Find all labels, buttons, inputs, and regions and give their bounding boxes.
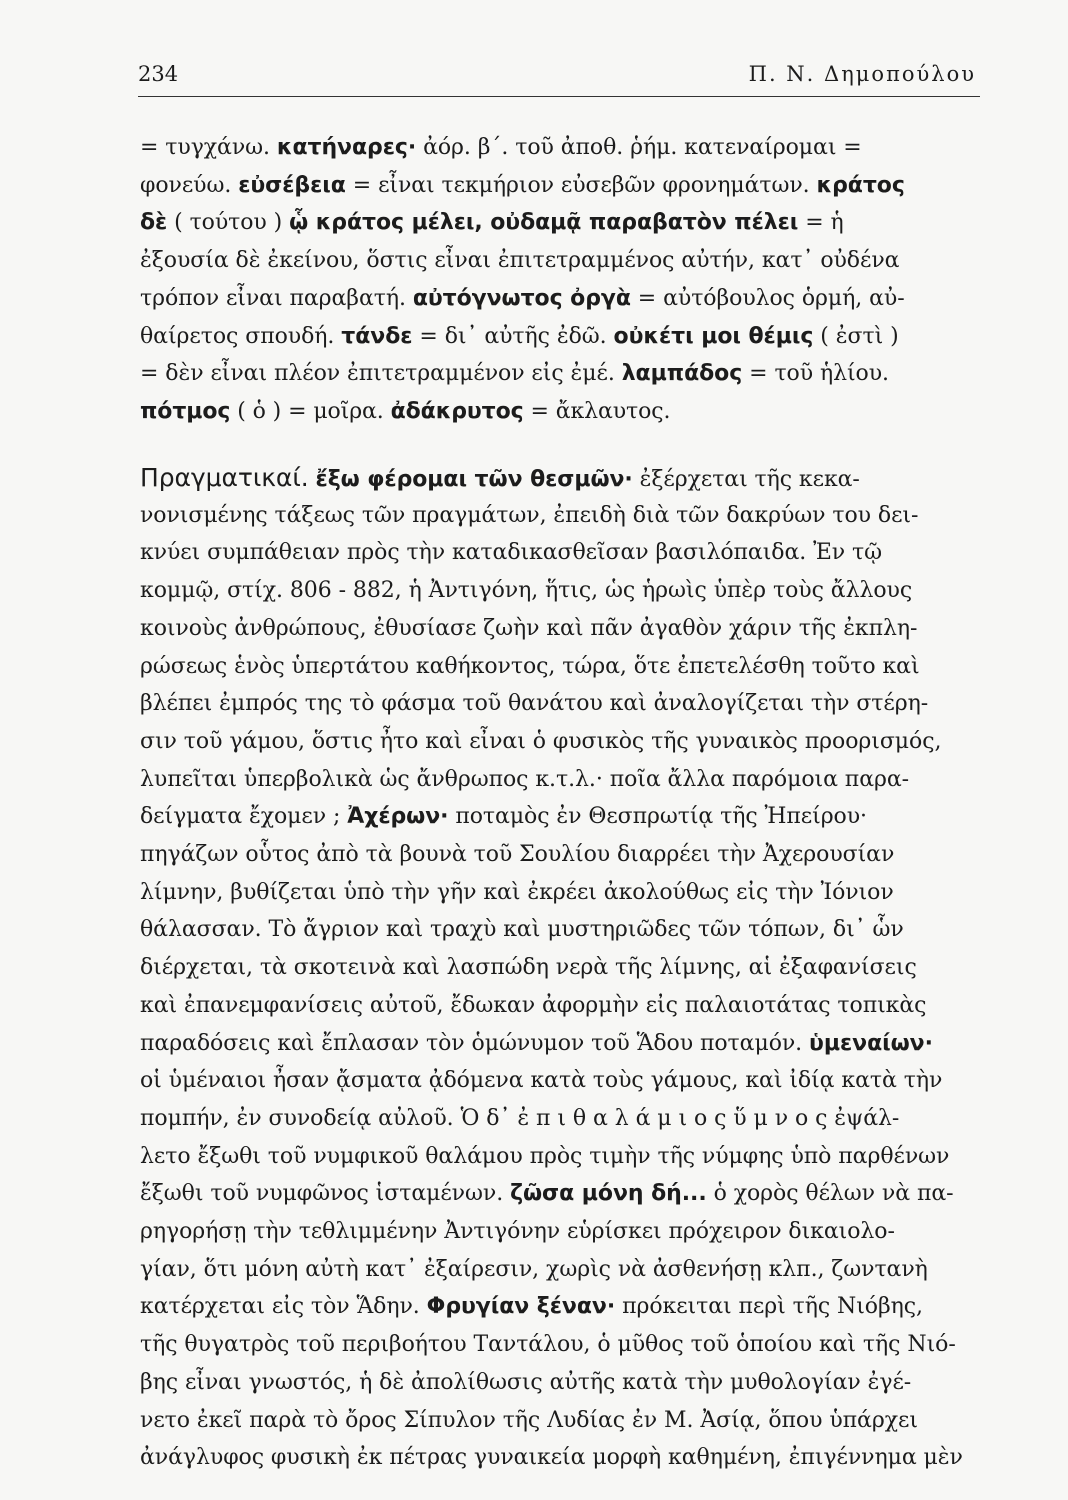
text-line (140, 948, 980, 988)
page-number: 234 (138, 62, 179, 86)
lemma: τάνδε (341, 323, 413, 349)
lemma: λαμπάδος (621, 361, 743, 387)
text-line (140, 1287, 980, 1327)
lemma: εὐσέβεια (238, 172, 346, 198)
lemma: Φρυγίαν ξέναν· (426, 1294, 616, 1320)
text-span: = δι᾽ αὐτῆς ἐδῶ. (412, 323, 614, 349)
text-line (140, 760, 980, 800)
text-line (140, 835, 980, 875)
text-line (140, 1438, 980, 1478)
text-line (140, 241, 980, 281)
text-line (140, 1401, 980, 1441)
text-line (140, 873, 980, 913)
text-line (140, 722, 980, 762)
text-span: ὁ χορὸς θέλων νὰ πα- (706, 1181, 954, 1207)
text-line (140, 203, 980, 243)
lemma: κατήναρες· (276, 135, 417, 160)
lemma: ζῶσα μόνη δή... (510, 1181, 707, 1207)
text-line (140, 166, 980, 206)
text-span (309, 467, 316, 492)
text-span: = εἶναι τεκμήριον εὐσεβῶν φρονημάτων. (345, 172, 817, 198)
text-span: γίαν, ὅτι μόνη αὐτὴ κατ᾽ ἐξαίρεσιν, χωρὶς νὰ ἀσθενήσῃ κλπ., ζωντανὴ (140, 1256, 928, 1282)
text-line (140, 1137, 980, 1177)
text-span: = ἄκλαυτος. (523, 398, 671, 424)
text-line (140, 392, 980, 432)
running-head: Π. Ν. Δημοπούλου (748, 62, 976, 86)
page-header (138, 56, 980, 97)
lemma: ὑμεναίων· (809, 1030, 933, 1056)
lemma: κράτος (816, 172, 905, 198)
text-span: πηγάζων οὗτος ἀπὸ τὰ βουνὰ τοῦ Σουλίου διαρρέει τὴν Ἀχερουσίαν (140, 842, 895, 867)
text-span: κατέρχεται εἰς τὸν Ἅδην. (140, 1294, 427, 1320)
text-line (140, 684, 980, 724)
text-span: = ἡ (798, 210, 844, 236)
text-span: κομμῷ, στίχ. 806 - 882, ἡ Ἀντιγόνη, ἥτις, ὡς ἡρωὶς ὑπὲρ τοὺς ἄλλους (140, 578, 913, 604)
text-span: θάλασσαν. Τὸ ἄγριον καὶ τραχὺ καὶ μυστηριῶδες τῶν τόπων, δι᾽ ὧν (140, 917, 904, 943)
text-line (140, 496, 980, 536)
text-span: δείγματα ἔχομεν ; (140, 804, 348, 830)
lemma: ἀδάκρυτος (390, 398, 524, 424)
section-heading: Πραγματικαί. (140, 463, 309, 492)
lemma: πότμος (140, 398, 231, 424)
text-span: βλέπει ἐμπρός της τὸ φάσμα τοῦ θανάτου καὶ ἀναλογίζεται τὴν στέρη- (140, 691, 929, 717)
text-span: πομπήν, ἐν συνοδείᾳ αὐλοῦ. Ὁ δ᾽ ἐ π ι θ α λ ά μ ι ο ς ὕ μ ν ο ς ἐψάλ- (140, 1105, 900, 1131)
text-span: ἔξωθι τοῦ νυμφῶνος ἱσταμένων. (140, 1181, 511, 1207)
lemma: αὐτόγνωτος ὀργὰ (412, 285, 631, 311)
text-span: κνύει συμπάθειαν πρὸς τὴν καταδικασθεῖσαν βασιλόπαιδα. Ἐν τῷ (140, 540, 883, 566)
text-line (140, 1099, 980, 1139)
text-span: ( ὁ ) = μοῖρα. (230, 398, 391, 424)
text-line (140, 1212, 980, 1252)
lemma: οὐκέτι μοι θέμις (613, 323, 814, 349)
text-span: θαίρετος σπουδή. (140, 323, 342, 349)
lemma: Ἀχέρων· (347, 804, 449, 830)
text-span: παραδόσεις καὶ ἔπλασαν τὸν ὁμώνυμον τοῦ Ἅδου ποταμόν. (140, 1030, 810, 1056)
text-span: τῆς θυγατρὸς τοῦ περιβοήτου Ταντάλου, ὁ μῦθος τοῦ ὁποίου καὶ τῆς Νιό- (140, 1332, 956, 1358)
text-span: λετο ἔξωθι τοῦ νυμφικοῦ θαλάμου πρὸς τιμὴν τῆς νύμφης ὑπὸ παρθένων (140, 1143, 950, 1169)
text-span: ρώσεως ἑνὸς ὑπερτάτου καθήκοντος, τώρα, ὅτε ἐπετελέσθη τοῦτο καὶ (140, 653, 920, 679)
text-line (140, 1024, 980, 1064)
text-line (140, 910, 980, 950)
text-line (140, 533, 980, 573)
text-span: βης εἶναι γνωστός, ἡ δὲ ἀπολίθωσις αὐτῆς κατὰ τὴν μυθολογίαν ἐγέ- (140, 1369, 912, 1395)
text-line (140, 571, 980, 611)
text-line (140, 128, 980, 168)
text-line (140, 1250, 980, 1290)
text-line (140, 279, 980, 319)
text-line (140, 1363, 980, 1403)
text-span: ( ἐστὶ ) (813, 323, 899, 349)
text-span: κοινοὺς ἀνθρώπους, ἐθυσίασε ζωὴν καὶ πᾶν ἀγαθὸν χάριν τῆς ἐκπλη- (140, 615, 918, 641)
text-span: τρόπον εἶναι παραβατή. (140, 285, 413, 311)
lemma: ᾧ κράτος μέλει, οὐδαμᾷ παραβατὸν πέλει (289, 210, 799, 236)
text-span: καὶ ἐπανεμφανίσεις αὐτοῦ, ἔδωκαν ἀφορμὴν εἰς παλαιοτάτας τοπικὰς (140, 992, 927, 1018)
text-line (140, 458, 980, 498)
text-line (140, 647, 980, 687)
text-line (140, 1174, 980, 1214)
text-line (140, 797, 980, 837)
lemma: δὲ (140, 210, 168, 236)
text-line (140, 986, 980, 1026)
text-line (140, 317, 980, 357)
lemma: ἔξω φέρομαι τῶν θεσμῶν· (315, 467, 633, 492)
text-span: λυπεῖται ὑπερβολικὰ ὡς ἄνθρωπος κ.τ.λ.· ποῖα ἄλλα παρόμοια παρα- (140, 766, 910, 792)
text-span: λίμνην, βυθίζεται ὑπὸ τὴν γῆν καὶ ἐκρέει ἀκολούθως εἰς τὴν Ἰόνιον (140, 879, 894, 905)
text-span: = αὐτόβουλος ὁρμή, αὐ- (630, 285, 905, 311)
text-span: φονεύω. (140, 172, 239, 198)
text-span: ἀνάγλυφος φυσικὴ ἐκ πέτρας γυναικεία μορφὴ καθημένη, ἐπιγέννημα μὲν (140, 1445, 963, 1471)
text-span: ἀόρ. β΄. τοῦ ἀποθ. ῥήμ. κατεναίρομαι = (416, 135, 862, 160)
text-span: ἐξέρχεται τῆς κεκα- (632, 467, 860, 492)
text-line (140, 609, 980, 649)
text-span: σιν τοῦ γάμου, ὅστις ἦτο καὶ εἶναι ὁ φυσικὸς τῆς γυναικὸς προορισμός, (140, 728, 942, 754)
text-span: ποταμὸς ἐν Θεσπρωτίᾳ τῆς Ἠπείρου· (448, 804, 867, 830)
text-line (140, 354, 980, 394)
text-span: διέρχεται, τὰ σκοτεινὰ καὶ λασπώδη νερὰ τῆς λίμνης, αἱ ἐξαφανίσεις (140, 955, 917, 981)
text-span: νονισμένης τάξεως τῶν πραγμάτων, ἐπειδὴ διὰ τῶν δακρύων του δει- (140, 502, 919, 528)
text-span: ( τούτου ) (167, 210, 290, 236)
text-span: πρόκειται περὶ τῆς Νιόβης, (615, 1294, 923, 1320)
text-span: οἱ ὑμέναιοι ἦσαν ᾄσματα ᾀδόμενα κατὰ τοὺς γάμους, καὶ ἰδίᾳ κατὰ τὴν (140, 1068, 943, 1094)
text-span: ἐξουσία δὲ ἐκείνου, ὅστις εἶναι ἐπιτετραμμένος αὐτήν, κατ᾽ οὐδένα (140, 248, 900, 274)
text-span: = δὲν εἶναι πλέον ἐπιτετραμμένον εἰς ἐμέ. (140, 361, 622, 387)
text-line (140, 1061, 980, 1101)
text-span: νετο ἐκεῖ παρὰ τὸ ὄρος Σίπυλον τῆς Λυδίας ἐν Μ. Ἀσίᾳ, ὅπου ὑπάρχει (140, 1407, 918, 1433)
text-line (140, 1325, 980, 1365)
text-span: ρηγορήσῃ τὴν τεθλιμμένην Ἀντιγόνην εὑρίσκει πρόχειρον δικαιολο- (140, 1219, 895, 1244)
text-span: = τοῦ ἡλίου. (742, 361, 889, 387)
text-span: = τυγχάνω. (140, 135, 277, 160)
